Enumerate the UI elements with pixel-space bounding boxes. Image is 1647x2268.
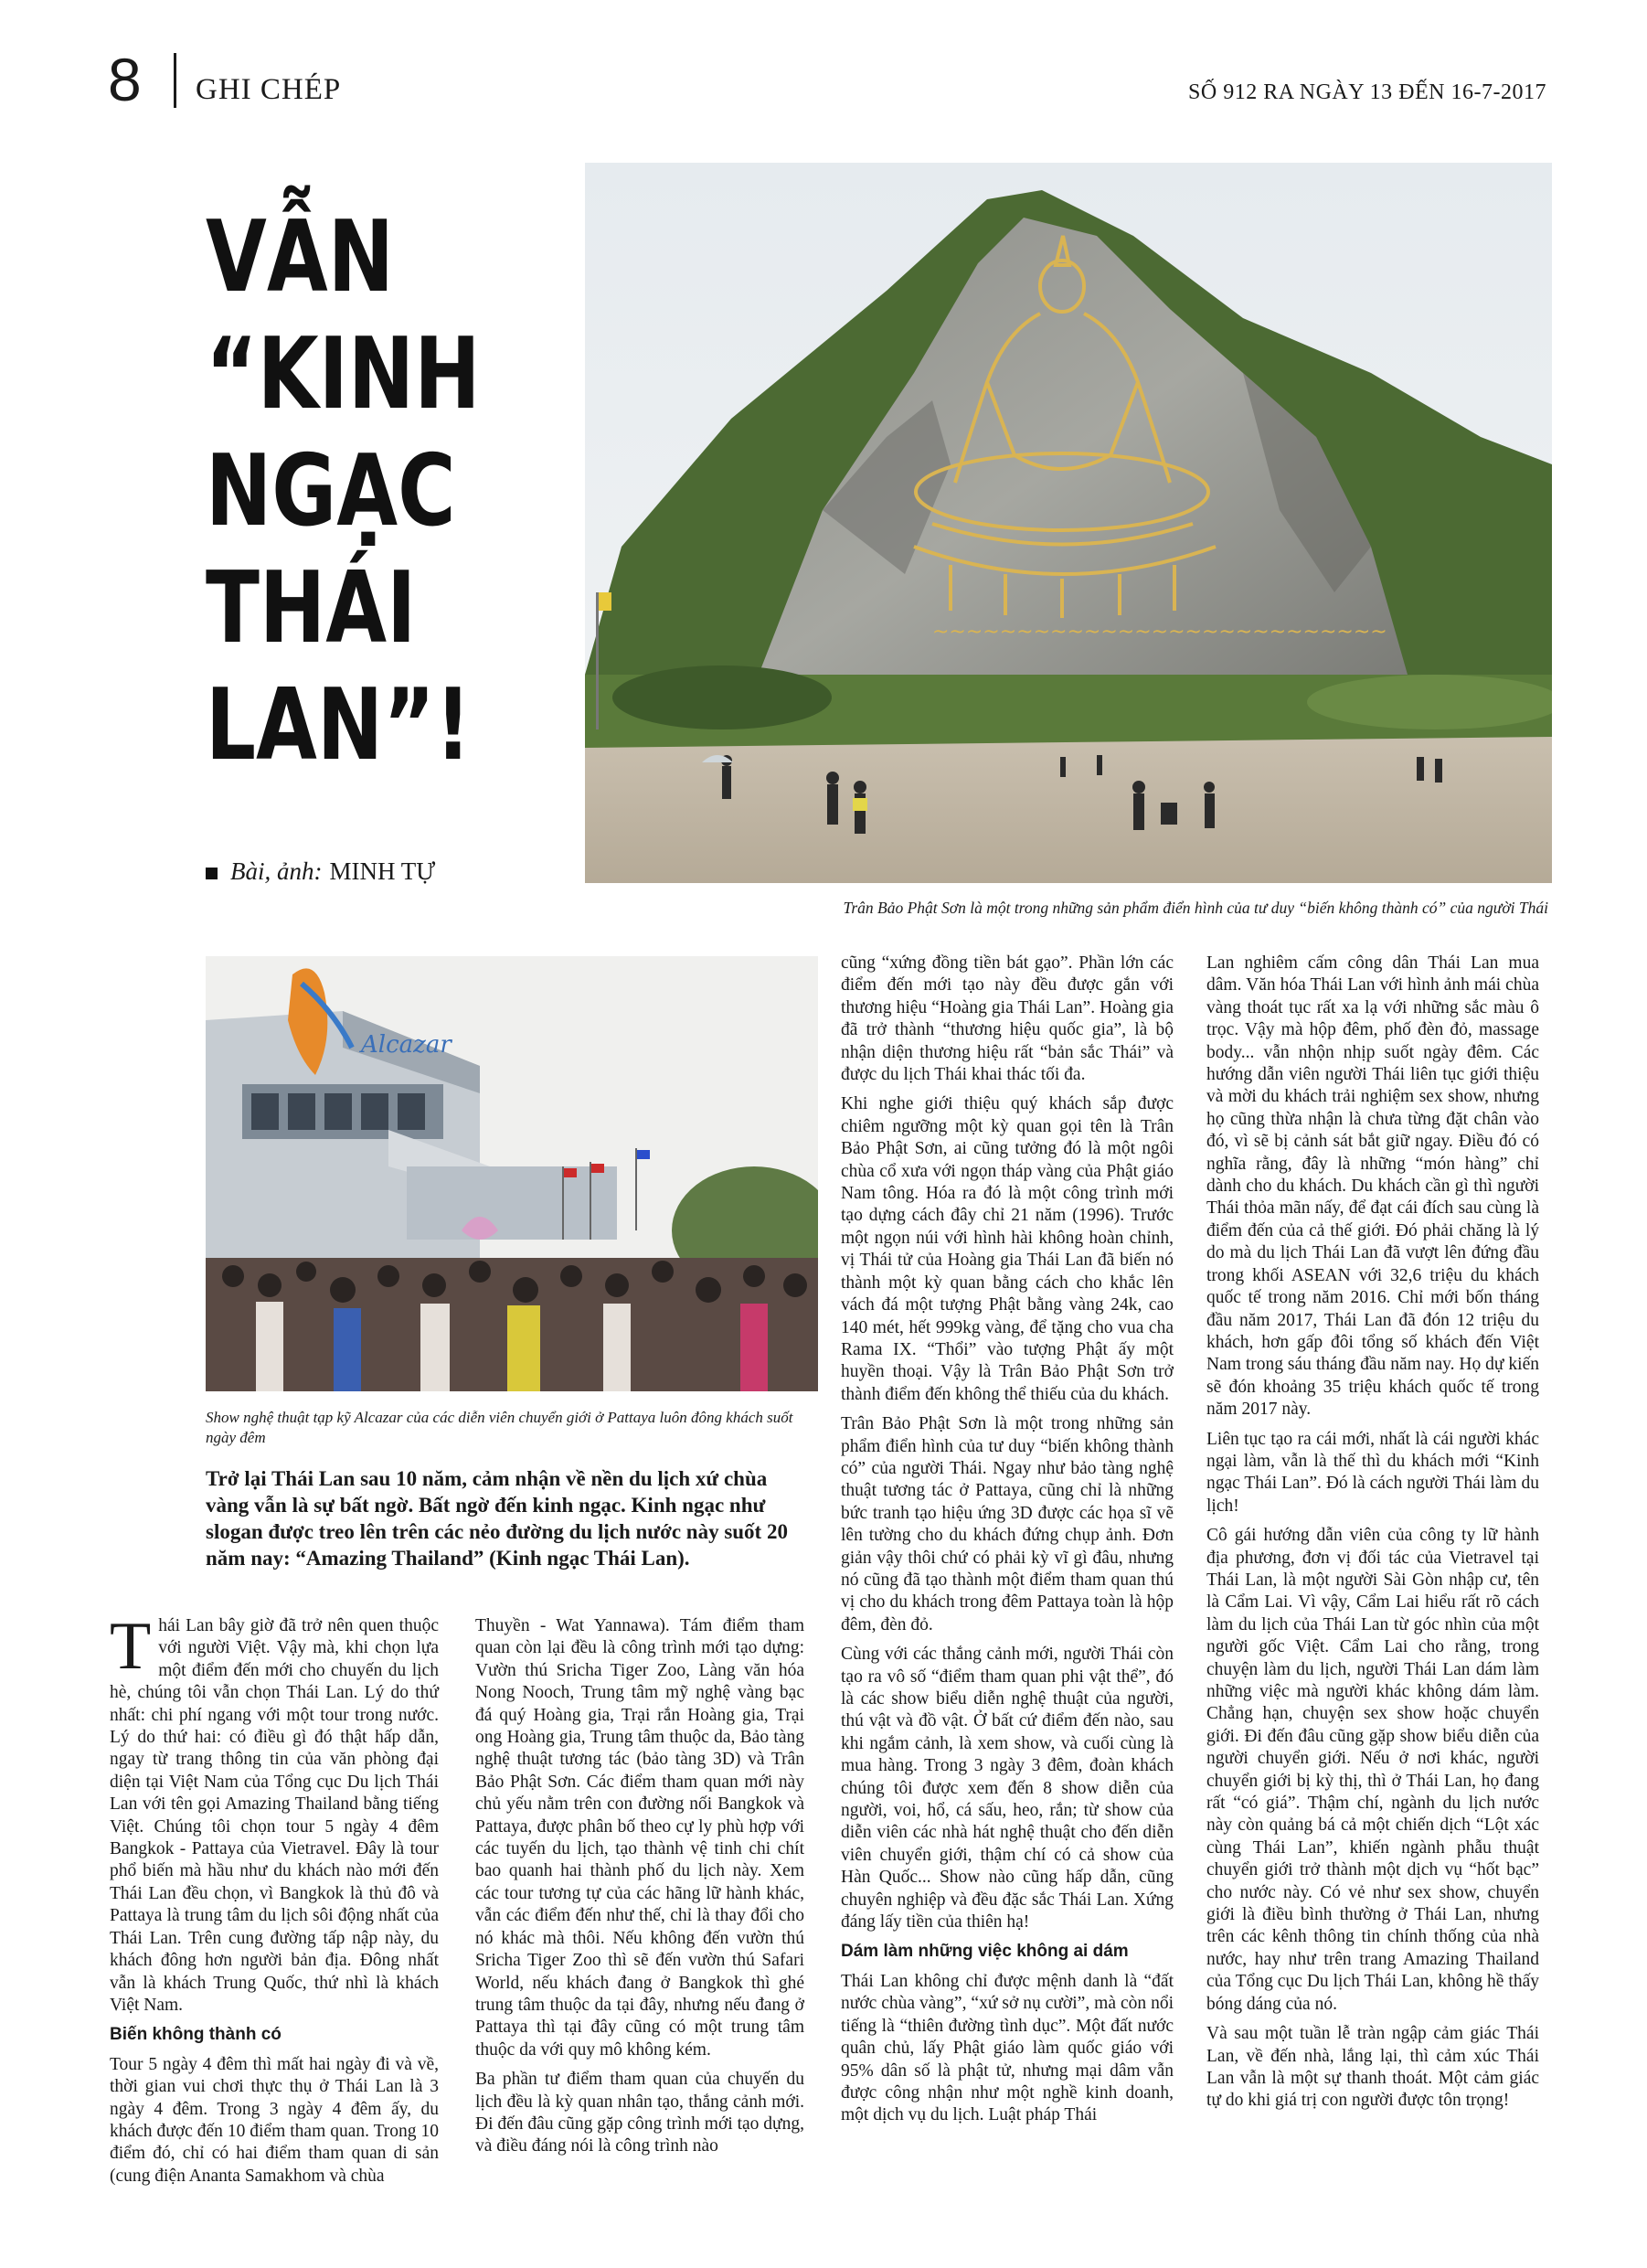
byline-prefix: Bài, ảnh:: [230, 857, 323, 885]
drop-cap: T: [110, 1609, 152, 1684]
paragraph: Thái Lan không chỉ được mệnh danh là “đất nước chùa vàng”, “xứ sở nụ cười”, mà còn nổi tiếng là “thiên đường tình dục”. Một đất nước quân chủ, lấy Phật giáo làm quốc giáo với 95% dân số là phật tử, nhưng mại dâm vẫn được công nhận như một nghề kinh doanh, một dịch vụ du lịch. Luật pháp Thái: [841, 1971, 1174, 2125]
paragraph: Liên tục tạo ra cái mới, nhất là cái người khác ngại làm, vẫn là thế thì du khách mới “Kinh ngạc Thái Lan”. Đó là cách người Thái làm du lịch!: [1206, 1429, 1539, 1516]
hero-photo-buddha-mountain: [585, 163, 1552, 883]
subheading: Dám làm những việc không ai dám: [841, 1942, 1129, 1962]
lead-paragraph: Trở lại Thái Lan sau 10 năm, cảm nhận về nền du lịch xứ chùa vàng vẫn là sự bất ngờ. Bất ngờ đến kinh ngạc. Kinh ngạc như slogan được treo lên trên các nẻo đường du lịch nước này suốt 20 năm nay: “Amazing Thailand” (Kinh ngạc Thái Lan).: [206, 1467, 788, 1570]
paragraph: Và sau một tuần lễ tràn ngập cảm giác Thái Lan, về đến nhà, lắng lại, thì cảm xúc Thái Lan vẫn là một sự thanh thoát. Một cảm giác tự do khi giá trị con người được tôn trọng!: [1206, 2024, 1539, 2111]
paragraph: Khi nghe giới thiệu quý khách sắp được chiêm ngưỡng một kỳ quan gọi tên là Trân Bảo Phật Sơn, ai cũng tưởng đó là một ngôi chùa cổ xưa với ngọn tháp vàng của Phật giáo Nam tông. Hóa ra đó là một công trình mới tạo dựng cách đây chỉ 21 năm (1996). Trước một ngọn núi với hình hài không hoàn chỉnh, vị Thái tử của Hoàng gia Thái Lan đã biến nó thành một kỳ quan bằng cách cho khắc lên vách đá một tượng Phật bằng vàng 24k, cao 140 mét, hết 999kg vàng, để tặng cho vua cha Rama IX. “Thổi” vào tượng Phật ấy một huyền thoại. Vậy là Trân Bảo Phật Sơn trở thành điểm đến không thể thiếu của du khách.: [841, 1094, 1174, 1404]
alcazar-sign: Alcazar: [361, 1031, 452, 1059]
article-column-1: [110, 1609, 439, 2195]
headline-line: THÁI: [206, 551, 417, 665]
section-label: GHI CHÉP: [196, 73, 342, 106]
photo2-caption: Show nghệ thuật tạp kỹ Alcazar của các diễn viên chuyển giới ở Pattaya luôn đông khách suốt ngày đêm: [206, 1409, 793, 1446]
article-column-4: [1206, 953, 1539, 2120]
subheading: Biến không thành có: [110, 2025, 282, 2045]
header-divider: [174, 53, 176, 108]
headline-line: NGẠC: [206, 434, 456, 548]
byline: [206, 857, 435, 886]
headline-line: VẪN: [206, 200, 395, 314]
headline: [206, 199, 513, 784]
paragraph: Trân Bảo Phật Sơn là một trong những sản phẩm điển hình của tư duy “biến không thành có” của người Thái. Ngay như bảo tàng nghệ thuật tương tác ở Pattaya, cũng chỉ là những bức tranh tạo hiệu ứng 3D được các họa sĩ vẽ lên tường cho du khách đứng chụp ảnh. Đơn giản vậy thôi chứ có phải kỳ vĩ gì đâu, nhưng nó cũng đã tạo thành một điểm tham quan thú vị cho du khách trong đêm Pattaya toàn là hộp đêm, đèn đỏ.: [841, 1414, 1174, 1634]
paragraph: Ba phần tư điểm tham quan của chuyến du lịch đều là kỳ quan nhân tạo, thắng cảnh mới. Đi đến đâu cũng gặp công trình mới tạo dựng, và điều đáng nói là công trình nào: [475, 2070, 804, 2156]
svg-text:~~~~~~~~~~~~~~~~~~~~~~~~~~~: ~~~~~~~~~~~~~~~~~~~~~~~~~~~: [932, 621, 1387, 644]
alcazar-image: [206, 956, 818, 1391]
paragraph-text: hái Lan bây giờ đã trở nên quen thuộc với người Việt. Vậy mà, khi chọn lựa một điểm đến mới cho chuyến du lịch hè, chúng tôi vẫn chọn Thái Lan. Lý do thứ nhất: chi phí ngang với một tour trong nước. Lý do thứ hai: có điều gì đó thật hấp dẫn, ngay từ trang thông tin của văn phòng đại diện tại Việt Nam của Tổng cục Du lịch Thái Lan với tên gọi Amazing Thailand bằng tiếng Việt. Chúng tôi chọn tour 5 ngày 4 đêm Bangkok - Pattaya của Vietravel. Đây là tour phổ biến mà hầu như du khách nào mới đến Thái Lan đều chọn, vì Bangkok là thủ đô và Pattaya là trung tâm du lịch sôi động nhất của Thái Lan. Trên cung đường tấp nập này, du khách đông hơn người bản địa. Đông nhất vẫn là khách Trung Quốc, thứ nhì là khách Việt Nam.: [110, 1616, 439, 2015]
square-bullet-icon: [206, 868, 218, 879]
article-column-2: [475, 1615, 804, 2166]
paragraph: Lan nghiêm cấm công dân Thái Lan mua dâm. Văn hóa Thái Lan với hình ảnh mái chùa vàng thoát tục rất xa lạ với những sắc màu ô trọc. Vậy mà hộp đêm, phố đèn đỏ, massage body... vẫn nhộn nhịp suốt ngày đêm. Các hướng dẫn viên người Thái liên tục giới thiệu và mời du khách trải nghiệm sex show, nhưng họ cũng thừa nhận là chưa từng đặt chân vào đó, vì sẽ bị cảnh sát bắt giữ ngay. Điều đó có nghĩa rằng, đây là những “món hàng” chỉ dành cho du khách. Du khách cần gì thì người Thái thỏa mãn nấy, để đạt cái đích sau cùng là điểm đến của cả thế giới. Đó phải chăng là lý do mà du lịch Thái Lan đã vượt lên đứng đầu trong khối ASEAN với 32,6 triệu du khách quốc tế trong năm 2016. Chỉ mới bốn tháng đầu năm 2017, Thái Lan đã đón 12 triệu du khách, hơn gấp đôi tổng số khách đến Việt Nam trong sáu tháng đầu năm nay. Họ dự kiến sẽ đón khoảng 35 triệu khách quốc tế trong năm 2017 này.: [1206, 953, 1539, 1420]
paragraph: Cô gái hướng dẫn viên của công ty lữ hành địa phương, đơn vị đối tác của Vietravel tại Thái Lan, là một người Sài Gòn nhập cư, tên là Cẩm Lai. Vì vậy, Cẩm Lai hiểu rất rõ cách làm du lịch của Thái Lan từ góc nhìn của một người gốc Việt. Cẩm Lai cho rằng, trong chuyện làm du lịch, người Thái Lan dám làm những việc mà người khác không dám làm. Chẳng hạn, chuyện sex show hoặc chuyển giới. Đi đến đâu cũng gặp show biểu diễn của người chuyển giới. Nếu ở nơi khác, người chuyển giới bị kỳ thị, thì ở Thái Lan, họ đang rất “có giá”. Thậm chí, ngành du lịch nước này còn quảng bá cả một chiến dịch “Lột xác cùng Thái Lan”, khiến ngành phẫu thuật chuyển giới trở thành một dịch vụ “hốt bạc” cho nước này. Có vẻ như sex show, chuyển giới là điều bình thường ở Thái Lan, nhưng trên các kênh thông tin chính thống của nhà nước, hay như trên trang Amazing Thailand của Tổng cục Du lịch Thái Lan, không hề thấy bóng dáng của nó.: [1206, 1526, 1539, 2014]
headline-line: “KINH: [206, 317, 481, 431]
buddha-mountain-image: [585, 163, 1552, 883]
article-column-3: [841, 953, 1174, 2135]
paragraph: Cùng với các thắng cảnh mới, người Thái còn tạo ra vô số “điểm tham quan phi vật thể”, đó là các show biểu diễn nghệ thuật của người, thú vật và đồ vật. Ở bất cứ điểm đến nào, sau khi ngắm cảnh, là xem show, và cuối cùng là mua hàng. Trong 3 ngày 3 đêm, đoàn khách chúng tôi được xem đến 8 show diễn của người, voi, hổ, cá sấu, heo, rắn; từ show của diễn viên các nhà hát nghệ thuật cho đến diễn viên chuyển giới, thậm chí có cả show của Hàn Quốc... Show nào cũng hấp dẫn, cũng chuyên nghiệp và đều đặc sắc Thái Lan. Xứng đáng lấy tiền của thiên hạ!: [841, 1645, 1174, 1933]
photo-alcazar-show: [206, 956, 818, 1391]
byline-author: MINH TỰ: [329, 857, 436, 885]
paragraph: [110, 1609, 439, 2017]
headline-line: LAN”!: [206, 668, 472, 783]
paragraph: Thuyền - Wat Yannawa). Tám điểm tham quan còn lại đều là công trình mới tạo dựng: Vườn thú Sricha Tiger Zoo, Làng văn hóa Nong Nooch, Trung tâm mỹ nghệ vàng bạc đá quý Hoàng gia, Trại rắn Hoàng gia, Trại ong Hoàng gia, Trung tâm thuộc da, Bảo tàng nghệ thuật tương tác (bảo tàng 3D) và Trân Bảo Phật Sơn. Các điểm tham quan mới này chủ yếu nằm trên con đường nối Bangkok và Pattaya, được phân bố theo cự ly phù hợp với các tuyến du lịch, tạo thành vệ tinh chi chít bao quanh hai thành phố du lịch này. Xem các tour tương tự của các hãng lữ hành khác, vẫn các điểm đến như thế, chỉ là thay đổi cho nó khác mà thôi. Nếu không đến vườn thú Sricha Tiger Zoo thì sẽ đến vườn thú Safari World, nếu khách đang ở Bangkok thì ghé trung tâm thuộc da tại đây, nhưng nếu đang ở Pattaya thì tại đây cũng có một trung tâm thuộc da với quy mô không kém.: [475, 1616, 804, 2060]
hero-caption: Trân Bảo Phật Sơn là một trong những sản phẩm điển hình của tư duy “biến không thành có” của người Thái: [843, 899, 1548, 917]
paragraph: Tour 5 ngày 4 đêm thì mất hai ngày đi và về, thời gian vui chơi thực thụ ở Thái Lan là 3 ngày 4 đêm. Trong 3 ngày 4 đêm ấy, du khách được đến 10 điểm tham quan. Trong 10 điểm đó, chỉ có hai điểm tham quan di sản (cung điện Ananta Samakhom và chùa: [110, 2054, 439, 2186]
issue-info: SỐ 912 RA NGÀY 13 ĐẾN 16-7-2017: [1188, 80, 1546, 104]
page-number: 8: [108, 46, 142, 113]
paragraph: cũng “xứng đồng tiền bát gạo”. Phần lớn các điểm đến mới tạo này đều được gắn với thương hiệu “Hoàng gia Thái Lan”. Hoàng gia đã trở thành “thương hiệu quốc gia”, là bộ nhận diện thương hiệu rất “bản sắc Thái” và được du lịch Thái khai thác tối đa.: [841, 953, 1174, 1085]
